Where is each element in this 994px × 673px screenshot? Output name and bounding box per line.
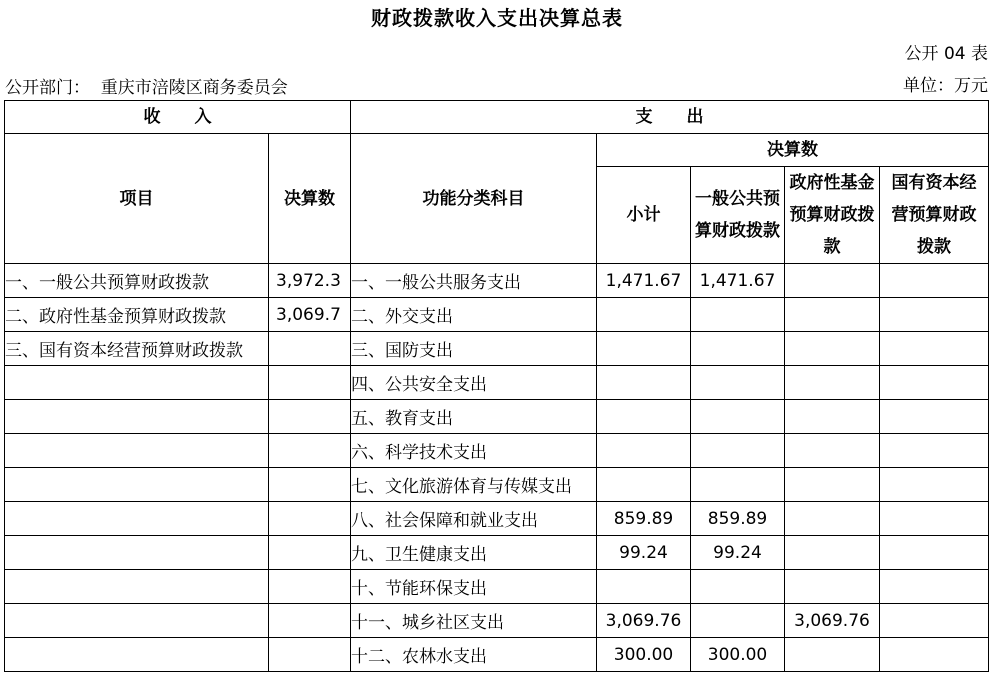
capital-cell xyxy=(880,366,989,400)
income-item-cell xyxy=(5,468,269,502)
final-amount-group-header: 决算数 xyxy=(597,134,989,167)
table-row xyxy=(5,332,989,366)
income-amount-cell xyxy=(269,468,351,502)
gov-fund-header: 政府性基金预算财政拨款 xyxy=(785,167,880,264)
general-cell xyxy=(691,298,785,332)
income-amount-cell xyxy=(269,434,351,468)
fund-cell xyxy=(785,570,880,604)
fund-cell xyxy=(785,502,880,536)
category-cell: 四、公共安全支出 xyxy=(351,366,597,400)
category-cell: 十一、城乡社区支出 xyxy=(351,604,597,638)
fund-cell xyxy=(785,366,880,400)
capital-cell xyxy=(880,638,989,672)
category-cell: 三、国防支出 xyxy=(351,332,597,366)
income-item-cell: 二、政府性基金预算财政拨款 xyxy=(5,298,269,332)
fund-cell xyxy=(785,298,880,332)
form-number: 公开 04 表 xyxy=(904,44,988,64)
general-cell xyxy=(691,434,785,468)
category-cell: 八、社会保障和就业支出 xyxy=(351,502,597,536)
capital-cell xyxy=(880,536,989,570)
category-cell: 六、科学技术支出 xyxy=(351,434,597,468)
table-row xyxy=(5,298,989,332)
subtotal-header: 小计 xyxy=(597,167,691,264)
subtotal-cell xyxy=(597,468,691,502)
item-header: 项目 xyxy=(5,134,269,264)
subtotal-cell xyxy=(597,434,691,468)
income-header: 收 入 xyxy=(5,101,351,134)
general-cell: 99.24 xyxy=(691,536,785,570)
fund-cell xyxy=(785,332,880,366)
budget-summary-table xyxy=(4,100,989,672)
income-item-cell xyxy=(5,604,269,638)
fund-cell xyxy=(785,434,880,468)
capital-cell xyxy=(880,604,989,638)
fund-cell xyxy=(785,536,880,570)
general-cell: 1,471.67 xyxy=(691,264,785,298)
capital-cell xyxy=(880,298,989,332)
capital-cell xyxy=(880,434,989,468)
category-cell: 二、外交支出 xyxy=(351,298,597,332)
general-cell xyxy=(691,332,785,366)
capital-cell xyxy=(880,468,989,502)
income-amount-cell: 3,069.7 xyxy=(269,298,351,332)
table-row xyxy=(5,434,989,468)
general-cell xyxy=(691,604,785,638)
income-amount-cell xyxy=(269,502,351,536)
table-row xyxy=(5,366,989,400)
category-cell: 十二、农林水支出 xyxy=(351,638,597,672)
income-amount-cell: 3,972.3 xyxy=(269,264,351,298)
expense-header: 支 出 xyxy=(351,101,989,134)
fund-cell: 3,069.76 xyxy=(785,604,880,638)
subtotal-cell: 1,471.67 xyxy=(597,264,691,298)
general-cell xyxy=(691,400,785,434)
table-row xyxy=(5,604,989,638)
category-cell: 一、一般公共服务支出 xyxy=(351,264,597,298)
subtotal-cell: 99.24 xyxy=(597,536,691,570)
table-row xyxy=(5,536,989,570)
general-cell: 300.00 xyxy=(691,638,785,672)
capital-cell xyxy=(880,264,989,298)
department-label: 公开部门： 重庆市涪陵区商务委员会 xyxy=(5,78,288,98)
capital-cell xyxy=(880,400,989,434)
income-item-cell xyxy=(5,536,269,570)
table-row xyxy=(5,264,989,298)
income-amount-cell xyxy=(269,332,351,366)
subtotal-cell: 859.89 xyxy=(597,502,691,536)
income-amount-cell xyxy=(269,604,351,638)
income-amount-cell xyxy=(269,400,351,434)
fund-cell xyxy=(785,264,880,298)
income-amount-cell xyxy=(269,536,351,570)
income-item-cell xyxy=(5,570,269,604)
table-row xyxy=(5,468,989,502)
income-item-cell xyxy=(5,502,269,536)
subtotal-cell: 300.00 xyxy=(597,638,691,672)
capital-cell xyxy=(880,332,989,366)
category-cell: 五、教育支出 xyxy=(351,400,597,434)
final-amount-header: 决算数 xyxy=(269,134,351,264)
category-cell: 十、节能环保支出 xyxy=(351,570,597,604)
category-cell: 七、文化旅游体育与传媒支出 xyxy=(351,468,597,502)
general-cell xyxy=(691,468,785,502)
subtotal-cell xyxy=(597,298,691,332)
page-title: 财政拨款收入支出决算总表 xyxy=(371,6,623,30)
general-cell xyxy=(691,366,785,400)
income-amount-cell xyxy=(269,638,351,672)
capital-cell xyxy=(880,502,989,536)
general-public-header: 一般公共预算财政拨款 xyxy=(691,167,785,264)
state-capital-header: 国有资本经营预算财政拨款 xyxy=(880,167,989,264)
subtotal-cell xyxy=(597,332,691,366)
income-item-cell xyxy=(5,366,269,400)
table-row xyxy=(5,638,989,672)
fund-cell xyxy=(785,468,880,502)
subtotal-cell xyxy=(597,570,691,604)
general-cell xyxy=(691,570,785,604)
income-item-cell xyxy=(5,638,269,672)
subtotal-cell xyxy=(597,400,691,434)
fund-cell xyxy=(785,638,880,672)
income-amount-cell xyxy=(269,570,351,604)
income-item-cell: 一、一般公共预算财政拨款 xyxy=(5,264,269,298)
fund-cell xyxy=(785,400,880,434)
function-category-header: 功能分类科目 xyxy=(351,134,597,264)
general-cell: 859.89 xyxy=(691,502,785,536)
income-item-cell xyxy=(5,400,269,434)
unit-label: 单位：万元 xyxy=(903,76,988,96)
capital-cell xyxy=(880,570,989,604)
income-item-cell xyxy=(5,434,269,468)
subtotal-cell xyxy=(597,366,691,400)
income-amount-cell xyxy=(269,366,351,400)
subtotal-cell: 3,069.76 xyxy=(597,604,691,638)
category-cell: 九、卫生健康支出 xyxy=(351,536,597,570)
income-item-cell: 三、国有资本经营预算财政拨款 xyxy=(5,332,269,366)
table-row xyxy=(5,570,989,604)
table-row xyxy=(5,400,989,434)
table-row xyxy=(5,502,989,536)
